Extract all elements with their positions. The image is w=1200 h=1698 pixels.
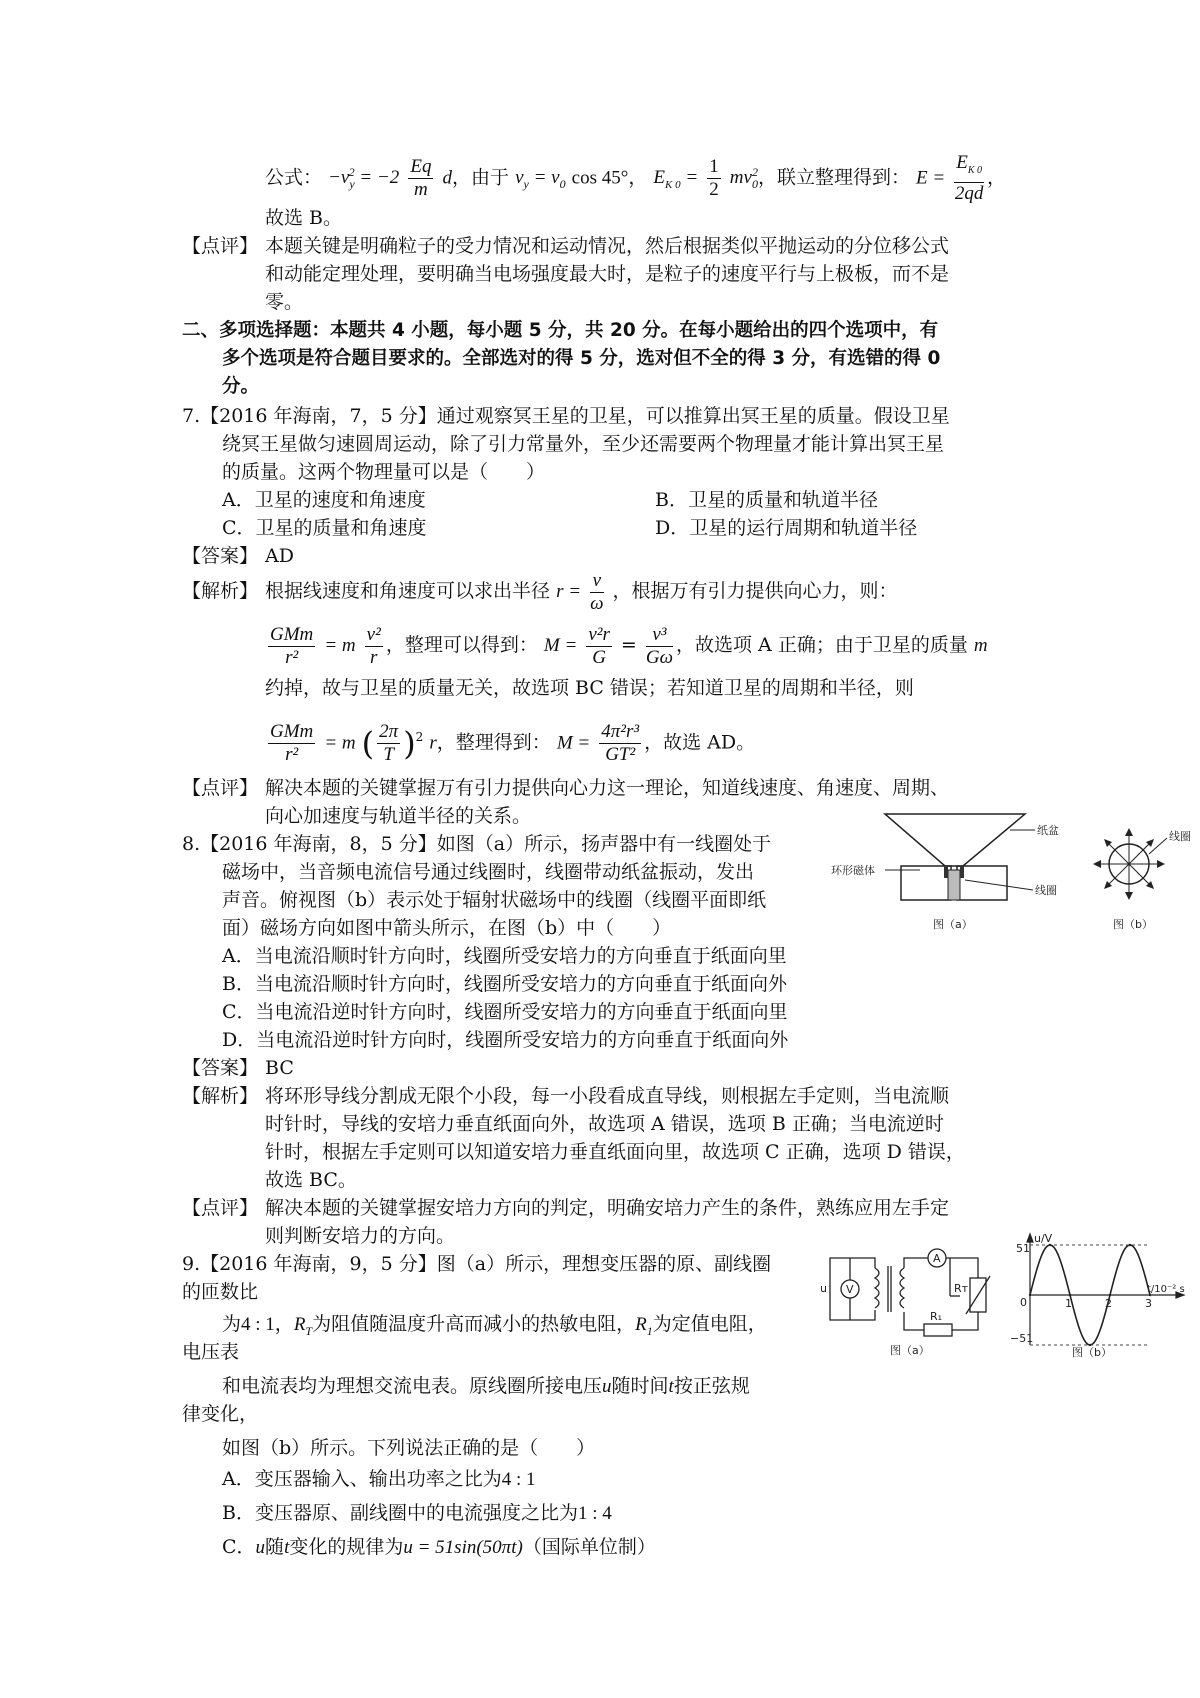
q7-a4-text: ，整理得到： [436, 731, 551, 754]
fraction-2pi-T: $\frac{2\pi}{T}$ [379, 720, 399, 765]
eq-m: = m [324, 635, 356, 656]
q7-stem-2: 绕冥王星做匀速圆周运动，除了引力常量外，至少还需要两个物理量才能计算出冥王星 [222, 433, 945, 455]
formula-d: d [442, 167, 453, 189]
q9-optA-ratio: 4 : 1 [501, 1469, 536, 1490]
figure-b-label: 图（b） [1072, 1346, 1112, 1359]
q7-analysis-1 [265, 566, 898, 617]
q8-figure [825, 808, 1195, 936]
q9-sine-chart [1010, 1230, 1195, 1360]
formula-m: m [973, 635, 988, 656]
data-point [1029, 1294, 1031, 1296]
q9-optC-prefix: C． [222, 1536, 256, 1558]
q7-answer: AD [265, 545, 294, 567]
q8-answer: BC [265, 1057, 294, 1079]
q7-a4-text2: ，故选 AD。 [644, 731, 756, 754]
q9-optC-formula: u = 51sin(50πt) [403, 1537, 523, 1558]
symbol-RT: $R_T$ [293, 1314, 313, 1338]
ratio-4-1: 4 : 1 [241, 1314, 275, 1335]
q8-analysis-3: 针时，根据左手定则可以知道安培力垂直纸面向里，故选项 C 正确，选项 D 错误， [265, 1141, 965, 1163]
label-ring-magnet: 环形磁体 [831, 864, 875, 877]
x-tick-1: 1 [1065, 1297, 1072, 1310]
q7-a2-text2: ，故选项 A 正确；由于卫星的质量 [676, 634, 968, 656]
paper-cone [885, 814, 1025, 866]
eq-m-b: = m [324, 732, 356, 754]
since-text: ，由于 [452, 166, 510, 189]
q7-answer-tag: 【答案】 [182, 545, 259, 567]
q8-comment-2: 则判断安培力的方向。 [265, 1225, 456, 1247]
data-point [1129, 1244, 1131, 1246]
q9-stem-5 [222, 1372, 750, 1401]
formula-r-b: r [429, 732, 437, 754]
y-tick-51: 51 [1016, 1242, 1030, 1255]
fraction-ek0-2qd: $\frac{E_{K 0}}{2qd}$ [954, 151, 984, 204]
q7-comment-tag: 【点评】 [182, 777, 259, 799]
q9-l3d: 为定值电阻， [652, 1313, 767, 1335]
q8-comment-tag: 【点评】 [182, 1197, 259, 1219]
paren-close: ) [403, 724, 416, 763]
q8-stem-3: 声音。俯视图（b）表示处于辐射状磁场中的线圈（线圈平面即纸 [222, 889, 767, 911]
fraction-v3-Gomega: $\frac{\text{v³}}{G\omega}$ [645, 623, 674, 668]
rt-label: Rᴛ [954, 1282, 969, 1295]
figure-b-label: 图（b） [1113, 918, 1153, 931]
sep: ， [628, 166, 648, 189]
formula-M-b: M = [556, 732, 591, 754]
q8-option-a: A．当电流沿顺时针方向时，线圈所受安培力的方向垂直于纸面向里 [222, 945, 787, 967]
radial-field-diagram [1093, 828, 1165, 900]
q7-stem-3: 的质量。这两个物理量可以是（ ） [222, 461, 546, 483]
ammeter-label: A [933, 1252, 941, 1265]
fraction-v2-r: $\frac{\text{v²}}{r}$ [366, 623, 381, 668]
q9-optC-t: t [284, 1537, 290, 1558]
q9-optC-u: u [255, 1537, 266, 1558]
figure-a-label: 图（a） [890, 1344, 930, 1357]
paren-open: ( [361, 724, 375, 763]
q9-stem-3 [222, 1306, 767, 1349]
q6-comment-line-3: 零。 [265, 291, 304, 313]
q7-option-b: B．卫星的质量和轨道半径 [655, 489, 878, 511]
comma: ， [987, 166, 1007, 189]
q9-stem-2: 的匝数比 [182, 1281, 259, 1303]
ring-magnet-left [901, 866, 951, 900]
combine-text: ，联立整理得到： [757, 166, 910, 189]
q9-stem-6: 律变化， [182, 1403, 259, 1425]
q8-analysis-4: 故选 BC。 [265, 1169, 357, 1191]
formula-vy-rel: $v_y = v_0$ [515, 167, 566, 192]
q7-option-c: C．卫星的质量和角速度 [222, 517, 427, 539]
formula-M: M = [543, 635, 578, 656]
fraction-4pi2r3-GT2: $\frac{\text{4π²r³}}{\text{GT²}}$ [601, 720, 640, 765]
fraction-v2r-G: $\frac{\text{v²r}}{G}$ [588, 623, 610, 668]
label-paper-cone: 纸盆 [1037, 824, 1059, 837]
symbol-t: t [668, 1376, 674, 1397]
origin-0: 0 [1020, 1296, 1027, 1309]
q8-option-b: B．当电流沿顺时针方向时，线圈所受安培力的方向垂直于纸面向外 [222, 973, 787, 995]
fraction-half: $\frac{1}{2}$ [709, 155, 719, 200]
fraction-v-omega: $\frac{v}{\omega}$ [590, 569, 604, 614]
data-point [1109, 1294, 1111, 1296]
x-tick-2: 2 [1105, 1297, 1112, 1310]
q9-l5c: 按正弦规 [673, 1375, 750, 1397]
r1-label: R₁ [930, 1310, 943, 1323]
q7-analysis-4: $\frac{\text{GMm}}{\text{r²}}$ = m ( $\frac{2\pi}{T}$ )$^2$ r，整理得到： M = $\frac{\text{4π²r³}}{\text{GT²}}$ ，故选 AD。 [270, 720, 756, 765]
formula-vy2: $-v_y^2 = -2$ [328, 165, 400, 192]
q7-a1-text: 根据线速度和角速度可以求出半径 [265, 580, 551, 602]
q8-stem-4: 面）磁场方向如图中箭头所示，在图（b）中（ ） [222, 917, 672, 939]
q9-optC-b: 随 [265, 1536, 285, 1558]
section2-heading-2: 多个选项是符合题目要求的。全部选对的得 5 分，选对但不全的得 3 分，有选错的得 0 [222, 348, 941, 369]
q7-a2-text: ，整理可以得到： [385, 634, 538, 656]
q7-option-d: D．卫星的运行周期和轨道半径 [655, 517, 918, 539]
q6-comment-line-1: 本题关键是明确粒子的受力情况和运动情况，然后根据类似平抛运动的分位移公式 [265, 235, 950, 257]
fraction-eq-m: $\frac{Eq}{m}$ [410, 155, 432, 200]
section2-heading-3: 分。 [222, 376, 260, 397]
q8-stem-1: 8.【2016 年海南，8，5 分】如图（a）所示，扬声器中有一线圈处于 [182, 833, 772, 855]
q9-l3a: 为 [222, 1313, 242, 1335]
q7-option-a: A．卫星的速度和角速度 [222, 489, 426, 511]
q6-comment-tag: 【点评】 [182, 235, 259, 257]
q9-l3c: 为阻值随温度升高而减小的热敏电阻， [312, 1313, 636, 1335]
q8-analysis-tag: 【解析】 [182, 1085, 259, 1107]
q9-optC-c: 变化的规律为 [289, 1536, 404, 1558]
label-coil: 线圈 [1035, 884, 1057, 897]
resistor-R1 [924, 1324, 952, 1336]
q9-circuit-figure [820, 1238, 1010, 1358]
y-axis-arrow [1027, 1234, 1033, 1242]
q6-comment-line-2: 和动能定理处理，要明确当电场强度最大时，是粒子的速度平行与上极板，而不是 [265, 263, 950, 285]
fraction-gmm-r2-b: $\frac{\text{GMm}}{\text{r²}}$ [270, 720, 314, 765]
q9-l5a: 和电流表均为理想交流电表。原线圈所接电压 [222, 1375, 603, 1397]
q9-l5b: 随时间 [611, 1375, 669, 1397]
q7-stem-1: 7.【2016 年海南，7，5 分】通过观察冥王星的卫星，可以推算出冥王星的质量。假设卫星 [182, 405, 950, 427]
formula-e: E = [916, 167, 946, 189]
q9-option-a [222, 1462, 536, 1497]
q9-optC-d: （国际单位制） [522, 1536, 656, 1558]
formula-r: r = [556, 581, 582, 602]
q7-a1b-text: ，根据万有引力提供向心力，则： [612, 580, 898, 602]
q8-analysis-2: 时针时，导线的安培力垂直纸面向外，故选项 A 错误，选项 B 正确；当电流逆时 [265, 1113, 944, 1135]
q9-stem-7: 如图（b）所示。下列说法正确的是（ ） [222, 1437, 596, 1459]
q8-answer-tag: 【答案】 [182, 1057, 259, 1079]
figure-a-label: 图（a） [933, 918, 973, 931]
y-axis-label: u/V [1034, 1232, 1053, 1245]
symbol-u: u [602, 1376, 612, 1397]
eq2: = [620, 634, 637, 656]
x-tick-3: 3 [1145, 1297, 1152, 1310]
fraction-gmm-r2: $\frac{\text{GMm}}{\text{r²}}$ [270, 623, 314, 668]
formula-prefix: 公式： [265, 166, 323, 189]
q7-comment-1: 解决本题的关键掌握万有引力提供向心力这一理论，知道线速度、角速度、周期、 [265, 777, 950, 799]
q8-stem-2: 磁场中，当音频电流信号通过线圈时，线圈带动纸盆振动，发出 [222, 861, 755, 883]
q9-option-b [222, 1496, 612, 1531]
formula-ek0: $E_{K 0}$ = [653, 167, 699, 192]
q8-option-d: D．当电流沿逆时针方向时，线圈所受安培力的方向垂直于纸面向外 [222, 1029, 789, 1051]
voltmeter-label: V [846, 1283, 854, 1296]
q7-analysis-tag: 【解析】 [182, 580, 259, 602]
q6-choose: 故选 B。 [265, 207, 343, 229]
center-pole [948, 870, 960, 900]
label-coil-b: 线圈 [1169, 830, 1191, 843]
formula-mv0: $mv_0^2$ [729, 165, 758, 192]
q8-option-c: C．当电流沿逆时针方向时，线圈所受安培力的方向垂直于纸面向里 [222, 1001, 788, 1023]
formula-cos: cos 45° [571, 167, 629, 189]
symbol-R1: $R_1$ [635, 1314, 653, 1338]
q7-comment-2: 向心加速度与轨道半径的关系。 [265, 805, 532, 827]
q8-comment-1: 解决本题的关键掌握安培力方向的判定，明确安培力产生的条件，熟练应用左手定 [265, 1197, 950, 1219]
q9-l3b: ， [274, 1313, 294, 1335]
source-u-label: u [820, 1282, 827, 1295]
x-axis-label: t/10⁻² s [1147, 1284, 1185, 1295]
q9-stem-4: 电压表 [182, 1341, 240, 1363]
y-tick-neg51: −51 [1010, 1332, 1034, 1345]
section2-heading-1: 二、多项选择题：本题共 4 小题，每小题 5 分，共 20 分。在每小题给出的四个选项中，有 [182, 320, 939, 341]
q9-option-c [222, 1530, 656, 1565]
q7-analysis-3: 约掉，故与卫星的质量无关，故选项 BC 错误；若知道卫星的周期和半径，则 [265, 677, 914, 699]
q7-analysis-2 [265, 620, 988, 671]
q9-stem-1: 9.【2016 年海南，9，5 分】图（a）所示，理想变压器的原、副线圈 [182, 1253, 772, 1275]
q9-optA-text: A．变压器输入、输出功率之比为 [222, 1468, 502, 1490]
q9-optB-text: B．变压器原、副线圈中的电流强度之比为 [222, 1502, 578, 1524]
data-point [1069, 1294, 1071, 1296]
q8-analysis-1: 将环形导线分割成无限个小段，每一小段看成直导线，则根据左手定则，当电流顺 [265, 1085, 950, 1107]
q9-optB-ratio: 1 : 4 [577, 1503, 612, 1524]
q6-formula-line [265, 150, 1006, 207]
